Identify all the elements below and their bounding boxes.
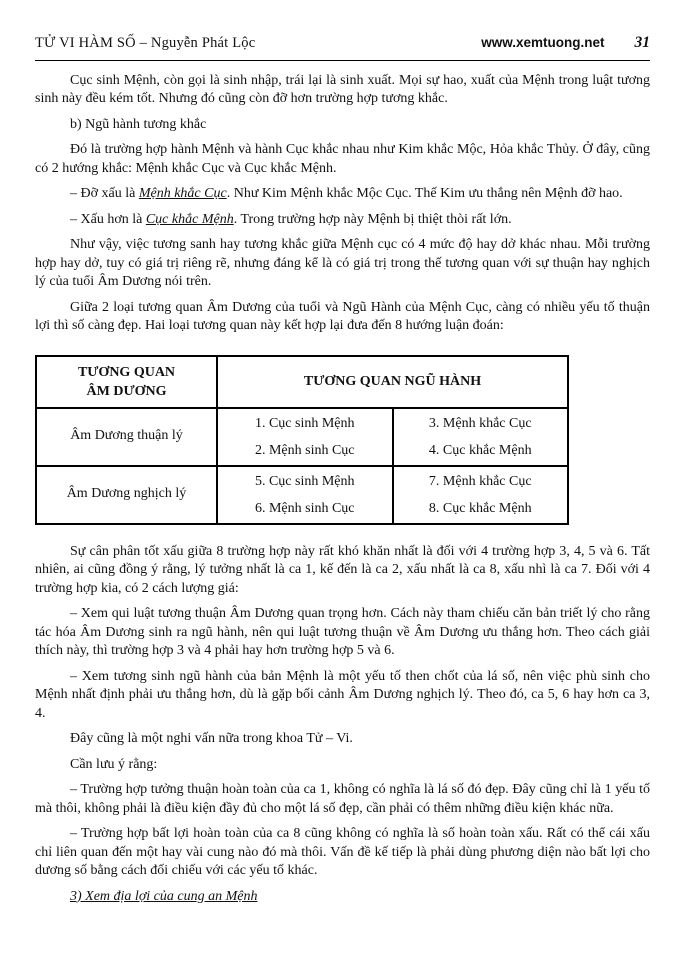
list-item-xau-hon-pre: – Xấu hơn là: [70, 211, 146, 227]
cell-nghich-ly-sinh: [217, 466, 393, 524]
cell-thuan-ly-sinh: [217, 408, 393, 466]
website-label: www.xemtuong.net: [481, 35, 605, 50]
heading-ngu-hanh-tuong-khac: b) Ngũ hành tương khắc: [70, 116, 207, 132]
case-1: 1. Cục sinh Mệnh: [254, 415, 355, 431]
row-label-thuan-ly: Âm Dương thuận lý: [36, 408, 217, 466]
list-item-do-xau: [35, 185, 650, 204]
table-header-am-duong: [36, 356, 217, 408]
cell-lines-group: [255, 410, 355, 464]
heading-xem-dia-loi-text: 3) Xem địa lợi của cung an Mệnh: [70, 888, 258, 904]
list-item-tuong-sinh-ngu-hanh: – Xem tương sinh ngũ hành của bản Mệnh là một yếu tố then chốt của lá số, nên việc phù sinh cho Mệnh nhất định phải ưu thắng hơn, dù là gặp bối cảnh Âm Dương nghịch lý. Theo đó, ca 5, 6 hay hơn ca 3, 4.: [35, 668, 650, 721]
list-item-qui-luat-am-duong: – Xem qui luật tương thuận Âm Dương quan trọng hơn. Cách này tham chiếu căn bản triết lý cho rằng tác hóa Âm Dương sinh ra ngũ hành, nên qui luật tương thuận về Âm Dương ưu thắng hơn. Theo cách giải thích này, thì trường hợp 3 và 4 phải hay hơn trường hợp 5 và 6.: [35, 606, 650, 658]
paragraph-hai-huong-khac: Đó là trường hợp hành Mệnh và hành Cục khắc nhau như Kim khắc Mộc, Hỏa khắc Thủy. Ở đây, cũng có 2 hướng khắc: Mệnh khắc Cục và Cục khắc Mệnh.: [35, 142, 650, 176]
book-title: TỬ VI HÀM SỐ – Nguyễn Phát Lộc: [35, 35, 256, 51]
term-cuc-khac-menh: Cục khắc Mệnh: [145, 211, 234, 227]
case-3: 3. Mệnh khắc Cục: [428, 415, 532, 431]
case-8: 8. Cục khắc Mệnh: [428, 500, 532, 516]
paragraph-nghi-van: Đây cũng là một nghi vấn nữa trong khoa Tử – Vi.: [70, 731, 353, 746]
relation-table: [35, 355, 569, 525]
table-header-ngu-hanh: TƯƠNG QUAN NGŨ HÀNH: [217, 356, 568, 408]
cell-lines-group: [255, 468, 355, 522]
list-item-do-xau-post: . Như Kim Mệnh khắc Mộc Cục. Thế Kim ưu thắng nên Mệnh đỡ hao.: [226, 186, 623, 201]
paragraph-can-luu-y: Cần lưu ý rằng:: [70, 756, 158, 772]
term-menh-khac-cuc: Mệnh khắc Cục: [138, 186, 227, 201]
case-4: 4. Cục khắc Mệnh: [428, 442, 532, 458]
header-rule: [35, 60, 650, 61]
case-7: 7. Mệnh khắc Cục: [428, 473, 532, 489]
list-item-ca-8: – Trường hợp bất lợi hoàn toàn của ca 8 cũng không có nghĩa là số hoàn toàn xấu. Rất có thể cái xấu chỉ liên quan đến một hay vài cung nào đó mà thôi. Vấn đề kế tiếp là phải dùng phương diện nào bất lợi cho dương số bằng cách đối chiếu với các yếu tố khác.: [35, 826, 650, 878]
table-header-am-duong-line1: TƯƠNG QUAN: [77, 364, 176, 380]
paragraph-bon-muc-do: Như vậy, việc tương sanh hay tương khắc giữa Mệnh cục có 4 mức độ hay dở khác nhau. Mỗi trường hợp hay dở, tuy có giá trị riêng rẽ, nhưng đáng kể là có giá trị trong thế tương quan với sự thuận hay nghịch lý của tuổi Âm Dương nói trên.: [35, 237, 650, 289]
cell-lines-group: [429, 468, 532, 522]
table-header-am-duong-line2: ÂM DƯƠNG: [86, 383, 167, 399]
paragraph-cuc-sinh-menh: Cục sinh Mệnh, còn gọi là sinh nhập, trái lại là sinh xuất. Mọi sự hao, xuất của Mệnh trong luật tương sinh này đều kém tốt. Nhưng đó cũng còn đỡ hơn trường hợp tương khắc.: [35, 72, 650, 106]
page-header: [35, 34, 650, 53]
case-5: 5. Cục sinh Mệnh: [254, 473, 355, 489]
paragraph-tam-huong-luan-doan: Giữa 2 loại tương quan Âm Dương của tuổi và Ngũ Hành của Mệnh Cục, càng có nhiều yếu tố thuận lợi thì số càng đẹp. Hai loại tương quan này kết hợp lại đưa đến 8 hướng luận đoán:: [35, 299, 650, 333]
table-row-nghich-ly: [36, 466, 568, 524]
list-item-xau-hon: [35, 211, 650, 230]
case-6: 6. Mệnh sinh Cục: [254, 500, 355, 516]
cell-thuan-ly-khac: [393, 408, 569, 466]
table-row-thuan-ly: [36, 408, 568, 466]
page-content: [35, 72, 650, 907]
list-item-xau-hon-post: . Trong trường hợp này Mệnh bị thiệt thòi rất lớn.: [233, 211, 512, 227]
list-item-do-xau-pre: – Đỡ xấu là: [70, 186, 139, 201]
cell-nghich-ly-khac: [393, 466, 569, 524]
list-item-ca-1: – Trường hợp tưởng thuận hoàn toàn của ca 1, không có nghĩa là lá số đó đẹp. Đây cũng chỉ là 1 yếu tố mà thôi, không phải là điều kiện đầy đủ cho một lá số đẹp, cần phải có thêm những điều kiện khác nữa.: [35, 782, 650, 816]
case-2: 2. Mệnh sinh Cục: [254, 442, 355, 458]
page-number: 31: [634, 34, 650, 51]
row-label-nghich-ly: Âm Dương nghịch lý: [36, 466, 217, 524]
paragraph-can-phan-tot-xau: Sự cân phân tốt xấu giữa 8 trường hợp này rất khó khăn nhất là đối với 4 trường hợp 3, 4, 5 và 6. Tất nhiên, ai cũng đồng ý rằng, lý tưởng nhất là ca 1, kế đến là ca 2, xấu nhất là ca 8, xấu nhì là ca 7. Đối với 4 trường hợp kia, có 2 cách lượng giá:: [35, 543, 650, 596]
cell-lines-group: [429, 410, 532, 464]
heading-xem-dia-loi: [35, 888, 650, 907]
table-header-row: [36, 356, 568, 408]
header-right-group: [481, 34, 650, 53]
